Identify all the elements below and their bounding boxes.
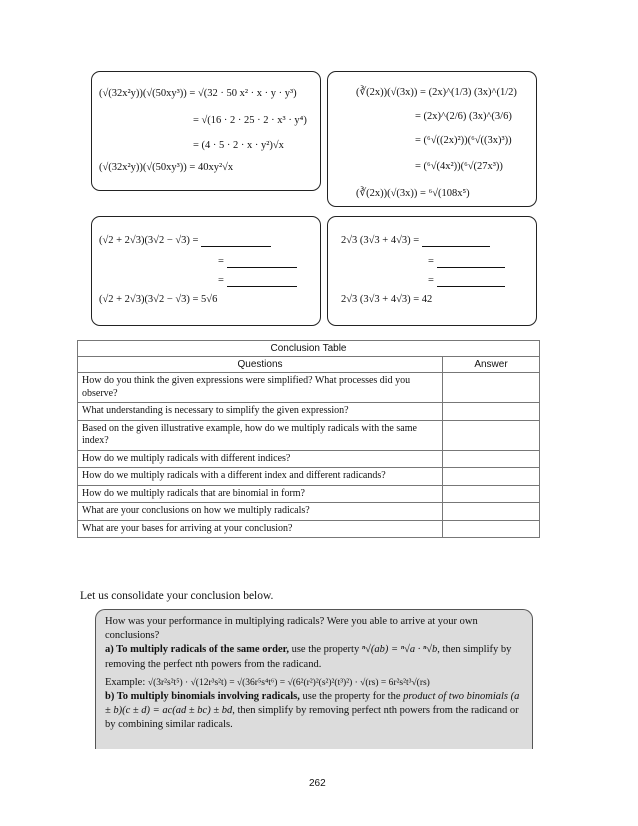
box3-equals-2: = xyxy=(218,256,224,267)
box3-answer-blank-1[interactable] xyxy=(201,246,271,247)
question-cell: How do we multiply radicals with a different index and different radicands? xyxy=(78,468,443,486)
box3-equals-3: = xyxy=(218,275,224,286)
question-cell: How do we multiply radicals with different indices? xyxy=(78,450,443,468)
summary-box xyxy=(95,609,533,749)
box2-line-2: = (2x)^(2/6) (3x)^(3/6) xyxy=(415,111,512,122)
table-row xyxy=(78,485,540,503)
summary-question: How was your performance in multiplying radicals? Were you able to arrive at your own conclusions? xyxy=(105,616,478,642)
answer-cell[interactable] xyxy=(443,403,540,421)
page-number: 262 xyxy=(309,778,326,789)
box1-line-1: (√(32x²y))(√(50xy³)) = √(32 · 50 x² · x · y · y³) xyxy=(99,88,297,99)
rule-b-text-1: use the property for the xyxy=(299,690,404,702)
box3-line-1 xyxy=(99,236,271,247)
rule-b-text-2: , then simplify by removing perfect nth powers from the radicand or by combining similar radicals. xyxy=(105,705,519,731)
box3-answer-blank-2[interactable] xyxy=(227,267,297,268)
rule-a-label: a) To multiply radicals of the same order, xyxy=(105,644,289,656)
table-row xyxy=(78,450,540,468)
question-cell: How do you think the given expressions were simplified? What processes did you observe? xyxy=(78,373,443,403)
rule-b-label: b) To multiply binomials involving radicals, xyxy=(105,690,300,702)
question-cell: Based on the given illustrative example, how do we multiply radicals with the same index? xyxy=(78,420,443,450)
box4-answer-blank-3[interactable] xyxy=(437,286,505,287)
table-row xyxy=(78,468,540,486)
box1-line-2: = √(16 · 2 · 25 · 2 · x³ · y⁴) xyxy=(193,115,307,126)
box4-final: 2√3 (3√3 + 4√3) = 42 xyxy=(341,294,433,305)
box2-line-3: = (⁶√((2x)²))(⁶√((3x)³)) xyxy=(415,135,512,146)
box3-expression: (√2 + 2√3)(3√2 − √3) = xyxy=(99,235,199,246)
box4-equals-2: = xyxy=(428,256,434,267)
box4-line-3 xyxy=(428,276,505,287)
table-row xyxy=(78,420,540,450)
answer-cell[interactable] xyxy=(443,373,540,403)
answer-cell[interactable] xyxy=(443,503,540,521)
answer-cell[interactable] xyxy=(443,450,540,468)
box4-answer-blank-2[interactable] xyxy=(437,267,505,268)
box3-line-2 xyxy=(218,257,297,268)
box1-line-4: (√(32x²y))(√(50xy³)) = 40xy²√x xyxy=(99,162,234,173)
question-cell: What are your bases for arriving at your conclusion? xyxy=(78,520,443,538)
question-cell: What understanding is necessary to simplify the given expression? xyxy=(78,403,443,421)
rule-b-formula: product of two binomials (a ± b)(c ± d) = ac(ad ± bc) ± bd xyxy=(105,690,520,717)
rule-b xyxy=(105,690,523,733)
answer-cell[interactable] xyxy=(443,468,540,486)
table-row xyxy=(78,403,540,421)
box2-line-4: = (⁶√(4x²))(⁶√(27x³)) xyxy=(415,161,503,172)
conclusion-table xyxy=(77,340,540,538)
question-cell: What are your conclusions on how we multiply radicals? xyxy=(78,503,443,521)
exercise-box-monomial-binomial xyxy=(327,216,537,326)
conclusion-table-title: Conclusion Table xyxy=(78,341,540,357)
rule-a-text-1: use the property xyxy=(288,644,362,656)
consolidate-instruction: Let us consolidate your conclusion below. xyxy=(80,590,274,602)
box3-line-3 xyxy=(218,276,297,287)
rule-a-example xyxy=(105,676,523,690)
box2-line-1: (∛(2x))(√(3x)) = (2x)^(1/3) (3x)^(1/2) xyxy=(356,87,517,98)
box4-answer-blank-1[interactable] xyxy=(422,246,490,247)
box3-final: (√2 + 2√3)(3√2 − √3) = 5√6 xyxy=(99,294,218,305)
box1-line-3: = (4 · 5 · 2 · x · y²)√x xyxy=(193,140,284,151)
answer-cell[interactable] xyxy=(443,485,540,503)
table-row xyxy=(78,503,540,521)
column-header-answer: Answer xyxy=(443,357,540,373)
rule-a-property: ⁿ√(ab) = ⁿ√a · ⁿ√b xyxy=(361,644,438,656)
box4-expression: 2√3 (3√3 + 4√3) = xyxy=(341,235,420,246)
column-header-questions: Questions xyxy=(78,357,443,373)
answer-cell[interactable] xyxy=(443,420,540,450)
box4-line-2 xyxy=(428,257,505,268)
rule-a xyxy=(105,643,523,671)
example-label: Example: xyxy=(105,676,146,688)
box3-answer-blank-3[interactable] xyxy=(227,286,297,287)
table-row xyxy=(78,520,540,538)
answer-cell[interactable] xyxy=(443,520,540,538)
question-cell: How do we multiply radicals that are binomial in form? xyxy=(78,485,443,503)
example-expression: √(3r²s²t⁵) · √(12r³s²t) = √(36r⁵s⁴t⁶) = √(6²(r²)²(s²)²(t³)²) · √(rs) = 6r²s²t³√(rs) xyxy=(147,677,430,688)
box2-line-5: (∛(2x))(√(3x)) = ⁶√(108x⁵) xyxy=(356,188,470,199)
box4-equals-3: = xyxy=(428,275,434,286)
table-row xyxy=(78,373,540,403)
box4-line-1 xyxy=(341,236,490,247)
exercise-box-binomial xyxy=(91,216,321,326)
rule-a-text-2: , then simplify by removing the perfect nth powers from the radicand. xyxy=(105,644,512,670)
